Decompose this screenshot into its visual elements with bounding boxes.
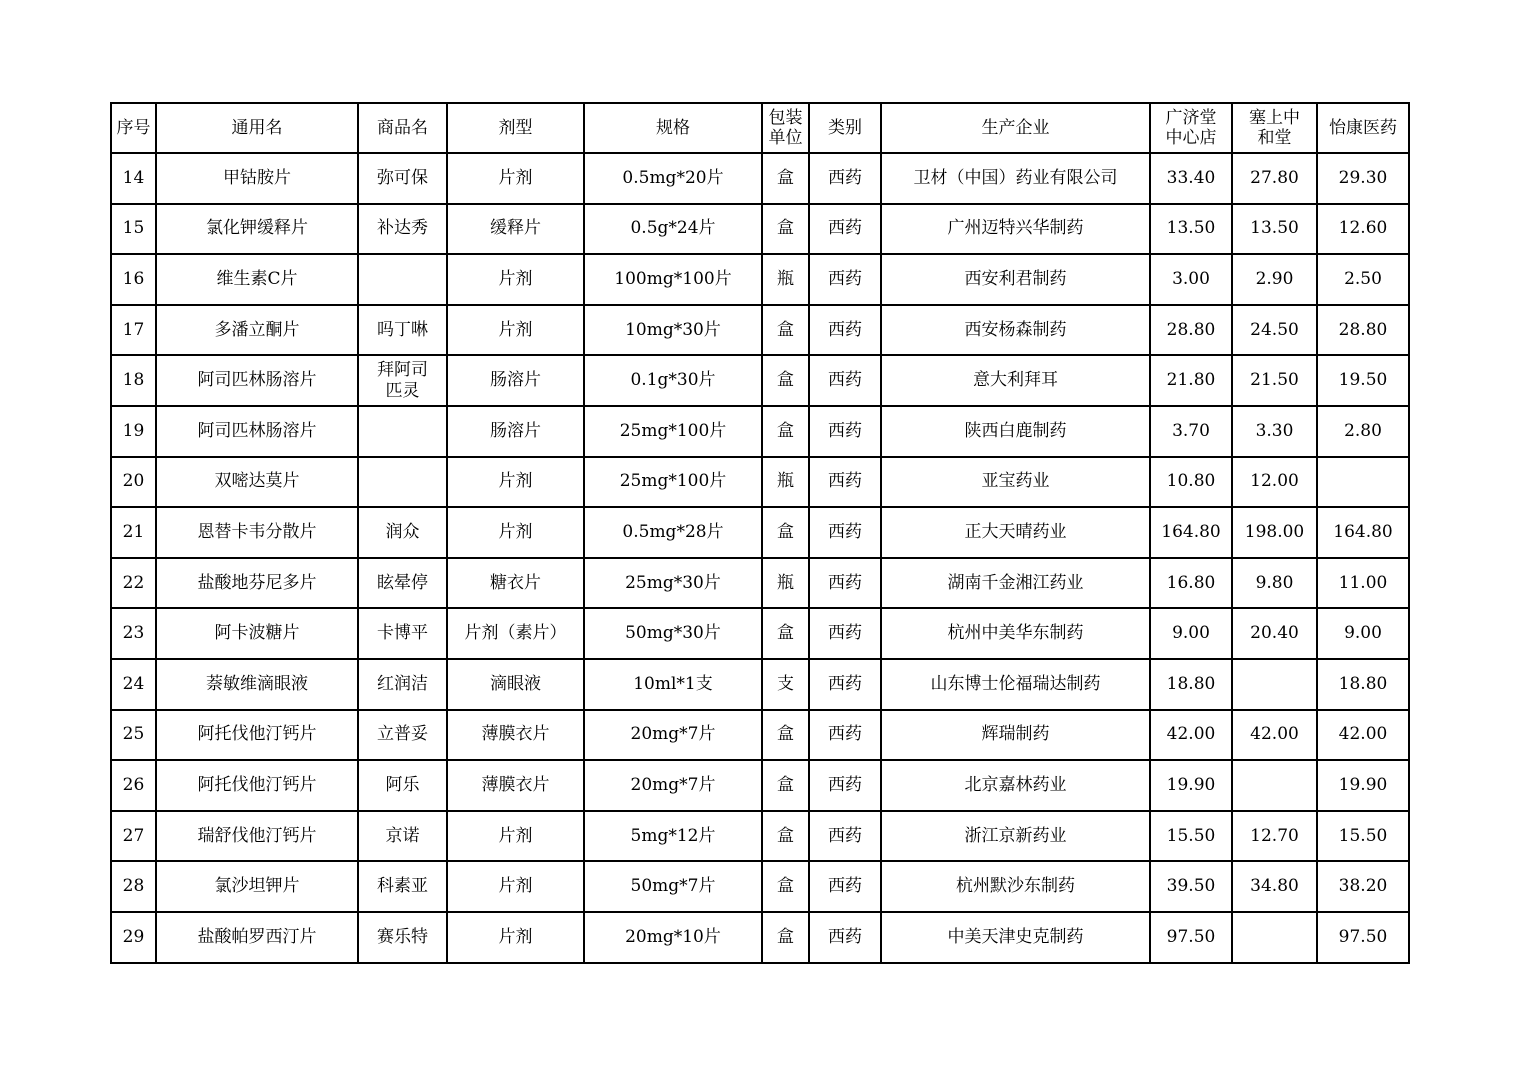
cell-specification: 0.1g*30片 — [584, 355, 762, 406]
cell-package-unit: 盒 — [762, 760, 809, 811]
cell-price-yikang: 2.80 — [1317, 406, 1409, 457]
cell-generic-name: 甲钴胺片 — [156, 153, 358, 204]
table-row — [111, 305, 1409, 356]
table-row — [111, 457, 1409, 508]
cell-manufacturer: 陕西白鹿制药 — [881, 406, 1150, 457]
cell-price-guangjitang: 3.00 — [1150, 254, 1232, 305]
cell-package-unit: 盒 — [762, 153, 809, 204]
cell-generic-name: 萘敏维滴眼液 — [156, 659, 358, 710]
cell-manufacturer: 卫材（中国）药业有限公司 — [881, 153, 1150, 204]
cell-price-yikang: 15.50 — [1317, 811, 1409, 862]
cell-manufacturer: 浙江京新药业 — [881, 811, 1150, 862]
cell-price-saishang: 9.80 — [1232, 558, 1317, 609]
cell-trade-name: 弥可保 — [358, 153, 447, 204]
table-row — [111, 760, 1409, 811]
cell-index: 21 — [111, 507, 156, 558]
cell-index: 16 — [111, 254, 156, 305]
cell-price-yikang: 38.20 — [1317, 861, 1409, 912]
cell-package-unit: 盒 — [762, 861, 809, 912]
cell-specification: 0.5mg*28片 — [584, 507, 762, 558]
cell-manufacturer: 杭州默沙东制药 — [881, 861, 1150, 912]
cell-trade-name: 立普妥 — [358, 710, 447, 761]
cell-price-guangjitang: 33.40 — [1150, 153, 1232, 204]
header-package-unit: 包装 单位 — [762, 103, 809, 153]
header-trade-name: 商品名 — [358, 103, 447, 153]
cell-index: 25 — [111, 710, 156, 761]
table-row — [111, 355, 1409, 406]
cell-trade-name: 赛乐特 — [358, 912, 447, 963]
cell-trade-name: 阿乐 — [358, 760, 447, 811]
cell-generic-name: 阿司匹林肠溶片 — [156, 406, 358, 457]
table-row — [111, 811, 1409, 862]
table-row — [111, 861, 1409, 912]
cell-index: 24 — [111, 659, 156, 710]
cell-generic-name: 盐酸帕罗西汀片 — [156, 912, 358, 963]
cell-dosage-form: 片剂（素片） — [447, 608, 584, 659]
cell-price-guangjitang: 42.00 — [1150, 710, 1232, 761]
table-row — [111, 507, 1409, 558]
cell-price-yikang: 2.50 — [1317, 254, 1409, 305]
cell-price-guangjitang: 97.50 — [1150, 912, 1232, 963]
cell-index: 29 — [111, 912, 156, 963]
header-row — [111, 103, 1409, 153]
cell-category: 西药 — [809, 912, 881, 963]
cell-price-yikang: 11.00 — [1317, 558, 1409, 609]
cell-price-saishang: 13.50 — [1232, 204, 1317, 255]
cell-index: 22 — [111, 558, 156, 609]
cell-category: 西药 — [809, 760, 881, 811]
cell-dosage-form: 片剂 — [447, 507, 584, 558]
cell-category: 西药 — [809, 558, 881, 609]
cell-specification: 25mg*100片 — [584, 457, 762, 508]
cell-price-guangjitang: 28.80 — [1150, 305, 1232, 356]
cell-category: 西药 — [809, 457, 881, 508]
cell-trade-name — [358, 406, 447, 457]
table-row — [111, 558, 1409, 609]
cell-price-guangjitang: 9.00 — [1150, 608, 1232, 659]
cell-specification: 20mg*10片 — [584, 912, 762, 963]
cell-manufacturer: 西安利君制药 — [881, 254, 1150, 305]
cell-price-saishang: 12.70 — [1232, 811, 1317, 862]
cell-price-guangjitang: 21.80 — [1150, 355, 1232, 406]
cell-specification: 50mg*7片 — [584, 861, 762, 912]
cell-manufacturer: 山东博士伦福瑞达制药 — [881, 659, 1150, 710]
cell-category: 西药 — [809, 305, 881, 356]
cell-specification: 50mg*30片 — [584, 608, 762, 659]
cell-price-guangjitang: 10.80 — [1150, 457, 1232, 508]
cell-category: 西药 — [809, 406, 881, 457]
cell-dosage-form: 片剂 — [447, 811, 584, 862]
cell-category: 西药 — [809, 254, 881, 305]
header-manufacturer: 生产企业 — [881, 103, 1150, 153]
cell-specification: 100mg*100片 — [584, 254, 762, 305]
cell-dosage-form: 薄膜衣片 — [447, 710, 584, 761]
cell-price-guangjitang: 18.80 — [1150, 659, 1232, 710]
cell-dosage-form: 肠溶片 — [447, 355, 584, 406]
cell-manufacturer: 中美天津史克制药 — [881, 912, 1150, 963]
cell-trade-name — [358, 457, 447, 508]
cell-price-saishang — [1232, 659, 1317, 710]
cell-generic-name: 双嘧达莫片 — [156, 457, 358, 508]
cell-category: 西药 — [809, 507, 881, 558]
cell-trade-name: 眩晕停 — [358, 558, 447, 609]
header-store-saishang: 塞上中 和堂 — [1232, 103, 1317, 153]
cell-specification: 0.5mg*20片 — [584, 153, 762, 204]
cell-dosage-form: 片剂 — [447, 912, 584, 963]
cell-package-unit: 瓶 — [762, 457, 809, 508]
cell-index: 14 — [111, 153, 156, 204]
table-row — [111, 153, 1409, 204]
cell-price-saishang: 42.00 — [1232, 710, 1317, 761]
cell-manufacturer: 湖南千金湘江药业 — [881, 558, 1150, 609]
header-store-yikang: 怡康医药 — [1317, 103, 1409, 153]
cell-price-guangjitang: 19.90 — [1150, 760, 1232, 811]
cell-package-unit: 瓶 — [762, 254, 809, 305]
cell-manufacturer: 亚宝药业 — [881, 457, 1150, 508]
cell-price-yikang: 42.00 — [1317, 710, 1409, 761]
cell-generic-name: 阿卡波糖片 — [156, 608, 358, 659]
cell-category: 西药 — [809, 659, 881, 710]
cell-price-saishang: 27.80 — [1232, 153, 1317, 204]
cell-specification: 20mg*7片 — [584, 710, 762, 761]
cell-index: 27 — [111, 811, 156, 862]
cell-price-yikang: 97.50 — [1317, 912, 1409, 963]
cell-manufacturer: 西安杨森制药 — [881, 305, 1150, 356]
cell-generic-name: 维生素C片 — [156, 254, 358, 305]
cell-index: 23 — [111, 608, 156, 659]
cell-index: 28 — [111, 861, 156, 912]
cell-price-saishang: 3.30 — [1232, 406, 1317, 457]
cell-category: 西药 — [809, 710, 881, 761]
cell-generic-name: 瑞舒伐他汀钙片 — [156, 811, 358, 862]
cell-specification: 0.5g*24片 — [584, 204, 762, 255]
cell-price-yikang: 29.30 — [1317, 153, 1409, 204]
header-category: 类别 — [809, 103, 881, 153]
cell-manufacturer: 广州迈特兴华制药 — [881, 204, 1150, 255]
cell-trade-name: 润众 — [358, 507, 447, 558]
cell-price-saishang: 198.00 — [1232, 507, 1317, 558]
cell-package-unit: 瓶 — [762, 558, 809, 609]
cell-dosage-form: 片剂 — [447, 457, 584, 508]
table-row — [111, 254, 1409, 305]
cell-price-saishang — [1232, 912, 1317, 963]
cell-price-saishang: 24.50 — [1232, 305, 1317, 356]
cell-category: 西药 — [809, 811, 881, 862]
table-row — [111, 912, 1409, 963]
cell-category: 西药 — [809, 608, 881, 659]
cell-trade-name: 科素亚 — [358, 861, 447, 912]
cell-package-unit: 盒 — [762, 204, 809, 255]
cell-dosage-form: 片剂 — [447, 153, 584, 204]
cell-package-unit: 盒 — [762, 608, 809, 659]
cell-price-saishang — [1232, 760, 1317, 811]
cell-price-saishang: 34.80 — [1232, 861, 1317, 912]
cell-price-yikang: 12.60 — [1317, 204, 1409, 255]
cell-package-unit: 盒 — [762, 710, 809, 761]
table-row — [111, 710, 1409, 761]
cell-index: 15 — [111, 204, 156, 255]
table-body — [111, 153, 1409, 963]
cell-dosage-form: 片剂 — [447, 305, 584, 356]
table-row — [111, 406, 1409, 457]
cell-price-yikang — [1317, 457, 1409, 508]
cell-price-saishang: 20.40 — [1232, 608, 1317, 659]
header-dosage-form: 剂型 — [447, 103, 584, 153]
cell-manufacturer: 杭州中美华东制药 — [881, 608, 1150, 659]
cell-manufacturer: 意大利拜耳 — [881, 355, 1150, 406]
cell-specification: 5mg*12片 — [584, 811, 762, 862]
cell-generic-name: 多潘立酮片 — [156, 305, 358, 356]
cell-trade-name: 京诺 — [358, 811, 447, 862]
cell-price-yikang: 18.80 — [1317, 659, 1409, 710]
cell-price-yikang: 19.90 — [1317, 760, 1409, 811]
header-specification: 规格 — [584, 103, 762, 153]
cell-category: 西药 — [809, 861, 881, 912]
cell-dosage-form: 片剂 — [447, 254, 584, 305]
cell-price-saishang: 21.50 — [1232, 355, 1317, 406]
cell-dosage-form: 缓释片 — [447, 204, 584, 255]
cell-generic-name: 阿托伐他汀钙片 — [156, 710, 358, 761]
cell-package-unit: 支 — [762, 659, 809, 710]
cell-price-saishang: 2.90 — [1232, 254, 1317, 305]
cell-generic-name: 恩替卡韦分散片 — [156, 507, 358, 558]
table-row — [111, 204, 1409, 255]
cell-manufacturer: 北京嘉林药业 — [881, 760, 1150, 811]
cell-specification: 25mg*30片 — [584, 558, 762, 609]
cell-price-guangjitang: 39.50 — [1150, 861, 1232, 912]
cell-index: 18 — [111, 355, 156, 406]
cell-category: 西药 — [809, 355, 881, 406]
cell-trade-name — [358, 254, 447, 305]
cell-generic-name: 氯化钾缓释片 — [156, 204, 358, 255]
cell-price-saishang: 12.00 — [1232, 457, 1317, 508]
cell-trade-name: 卡博平 — [358, 608, 447, 659]
cell-generic-name: 阿托伐他汀钙片 — [156, 760, 358, 811]
cell-dosage-form: 薄膜衣片 — [447, 760, 584, 811]
cell-index: 17 — [111, 305, 156, 356]
cell-price-guangjitang: 164.80 — [1150, 507, 1232, 558]
cell-dosage-form: 片剂 — [447, 861, 584, 912]
cell-index: 26 — [111, 760, 156, 811]
cell-specification: 10mg*30片 — [584, 305, 762, 356]
cell-trade-name: 吗丁啉 — [358, 305, 447, 356]
cell-manufacturer: 辉瑞制药 — [881, 710, 1150, 761]
drug-price-table — [110, 102, 1410, 964]
cell-price-guangjitang: 13.50 — [1150, 204, 1232, 255]
cell-price-yikang: 19.50 — [1317, 355, 1409, 406]
cell-package-unit: 盒 — [762, 355, 809, 406]
cell-package-unit: 盒 — [762, 811, 809, 862]
cell-package-unit: 盒 — [762, 912, 809, 963]
cell-price-guangjitang: 3.70 — [1150, 406, 1232, 457]
cell-price-guangjitang: 16.80 — [1150, 558, 1232, 609]
cell-price-yikang: 9.00 — [1317, 608, 1409, 659]
cell-trade-name: 红润洁 — [358, 659, 447, 710]
cell-price-yikang: 28.80 — [1317, 305, 1409, 356]
header-index: 序号 — [111, 103, 156, 153]
cell-dosage-form: 滴眼液 — [447, 659, 584, 710]
cell-price-guangjitang: 15.50 — [1150, 811, 1232, 862]
cell-generic-name: 盐酸地芬尼多片 — [156, 558, 358, 609]
cell-index: 19 — [111, 406, 156, 457]
cell-generic-name: 氯沙坦钾片 — [156, 861, 358, 912]
cell-dosage-form: 糖衣片 — [447, 558, 584, 609]
cell-specification: 10ml*1支 — [584, 659, 762, 710]
cell-index: 20 — [111, 457, 156, 508]
cell-category: 西药 — [809, 153, 881, 204]
header-store-guangjitang: 广济堂 中心店 — [1150, 103, 1232, 153]
cell-specification: 20mg*7片 — [584, 760, 762, 811]
cell-manufacturer: 正大天晴药业 — [881, 507, 1150, 558]
cell-dosage-form: 肠溶片 — [447, 406, 584, 457]
header-generic-name: 通用名 — [156, 103, 358, 153]
cell-package-unit: 盒 — [762, 305, 809, 356]
cell-trade-name: 补达秀 — [358, 204, 447, 255]
cell-package-unit: 盒 — [762, 507, 809, 558]
cell-package-unit: 盒 — [762, 406, 809, 457]
cell-category: 西药 — [809, 204, 881, 255]
cell-price-yikang: 164.80 — [1317, 507, 1409, 558]
cell-generic-name: 阿司匹林肠溶片 — [156, 355, 358, 406]
cell-trade-name: 拜阿司 匹灵 — [358, 355, 447, 406]
table-row — [111, 659, 1409, 710]
table-row — [111, 608, 1409, 659]
cell-specification: 25mg*100片 — [584, 406, 762, 457]
